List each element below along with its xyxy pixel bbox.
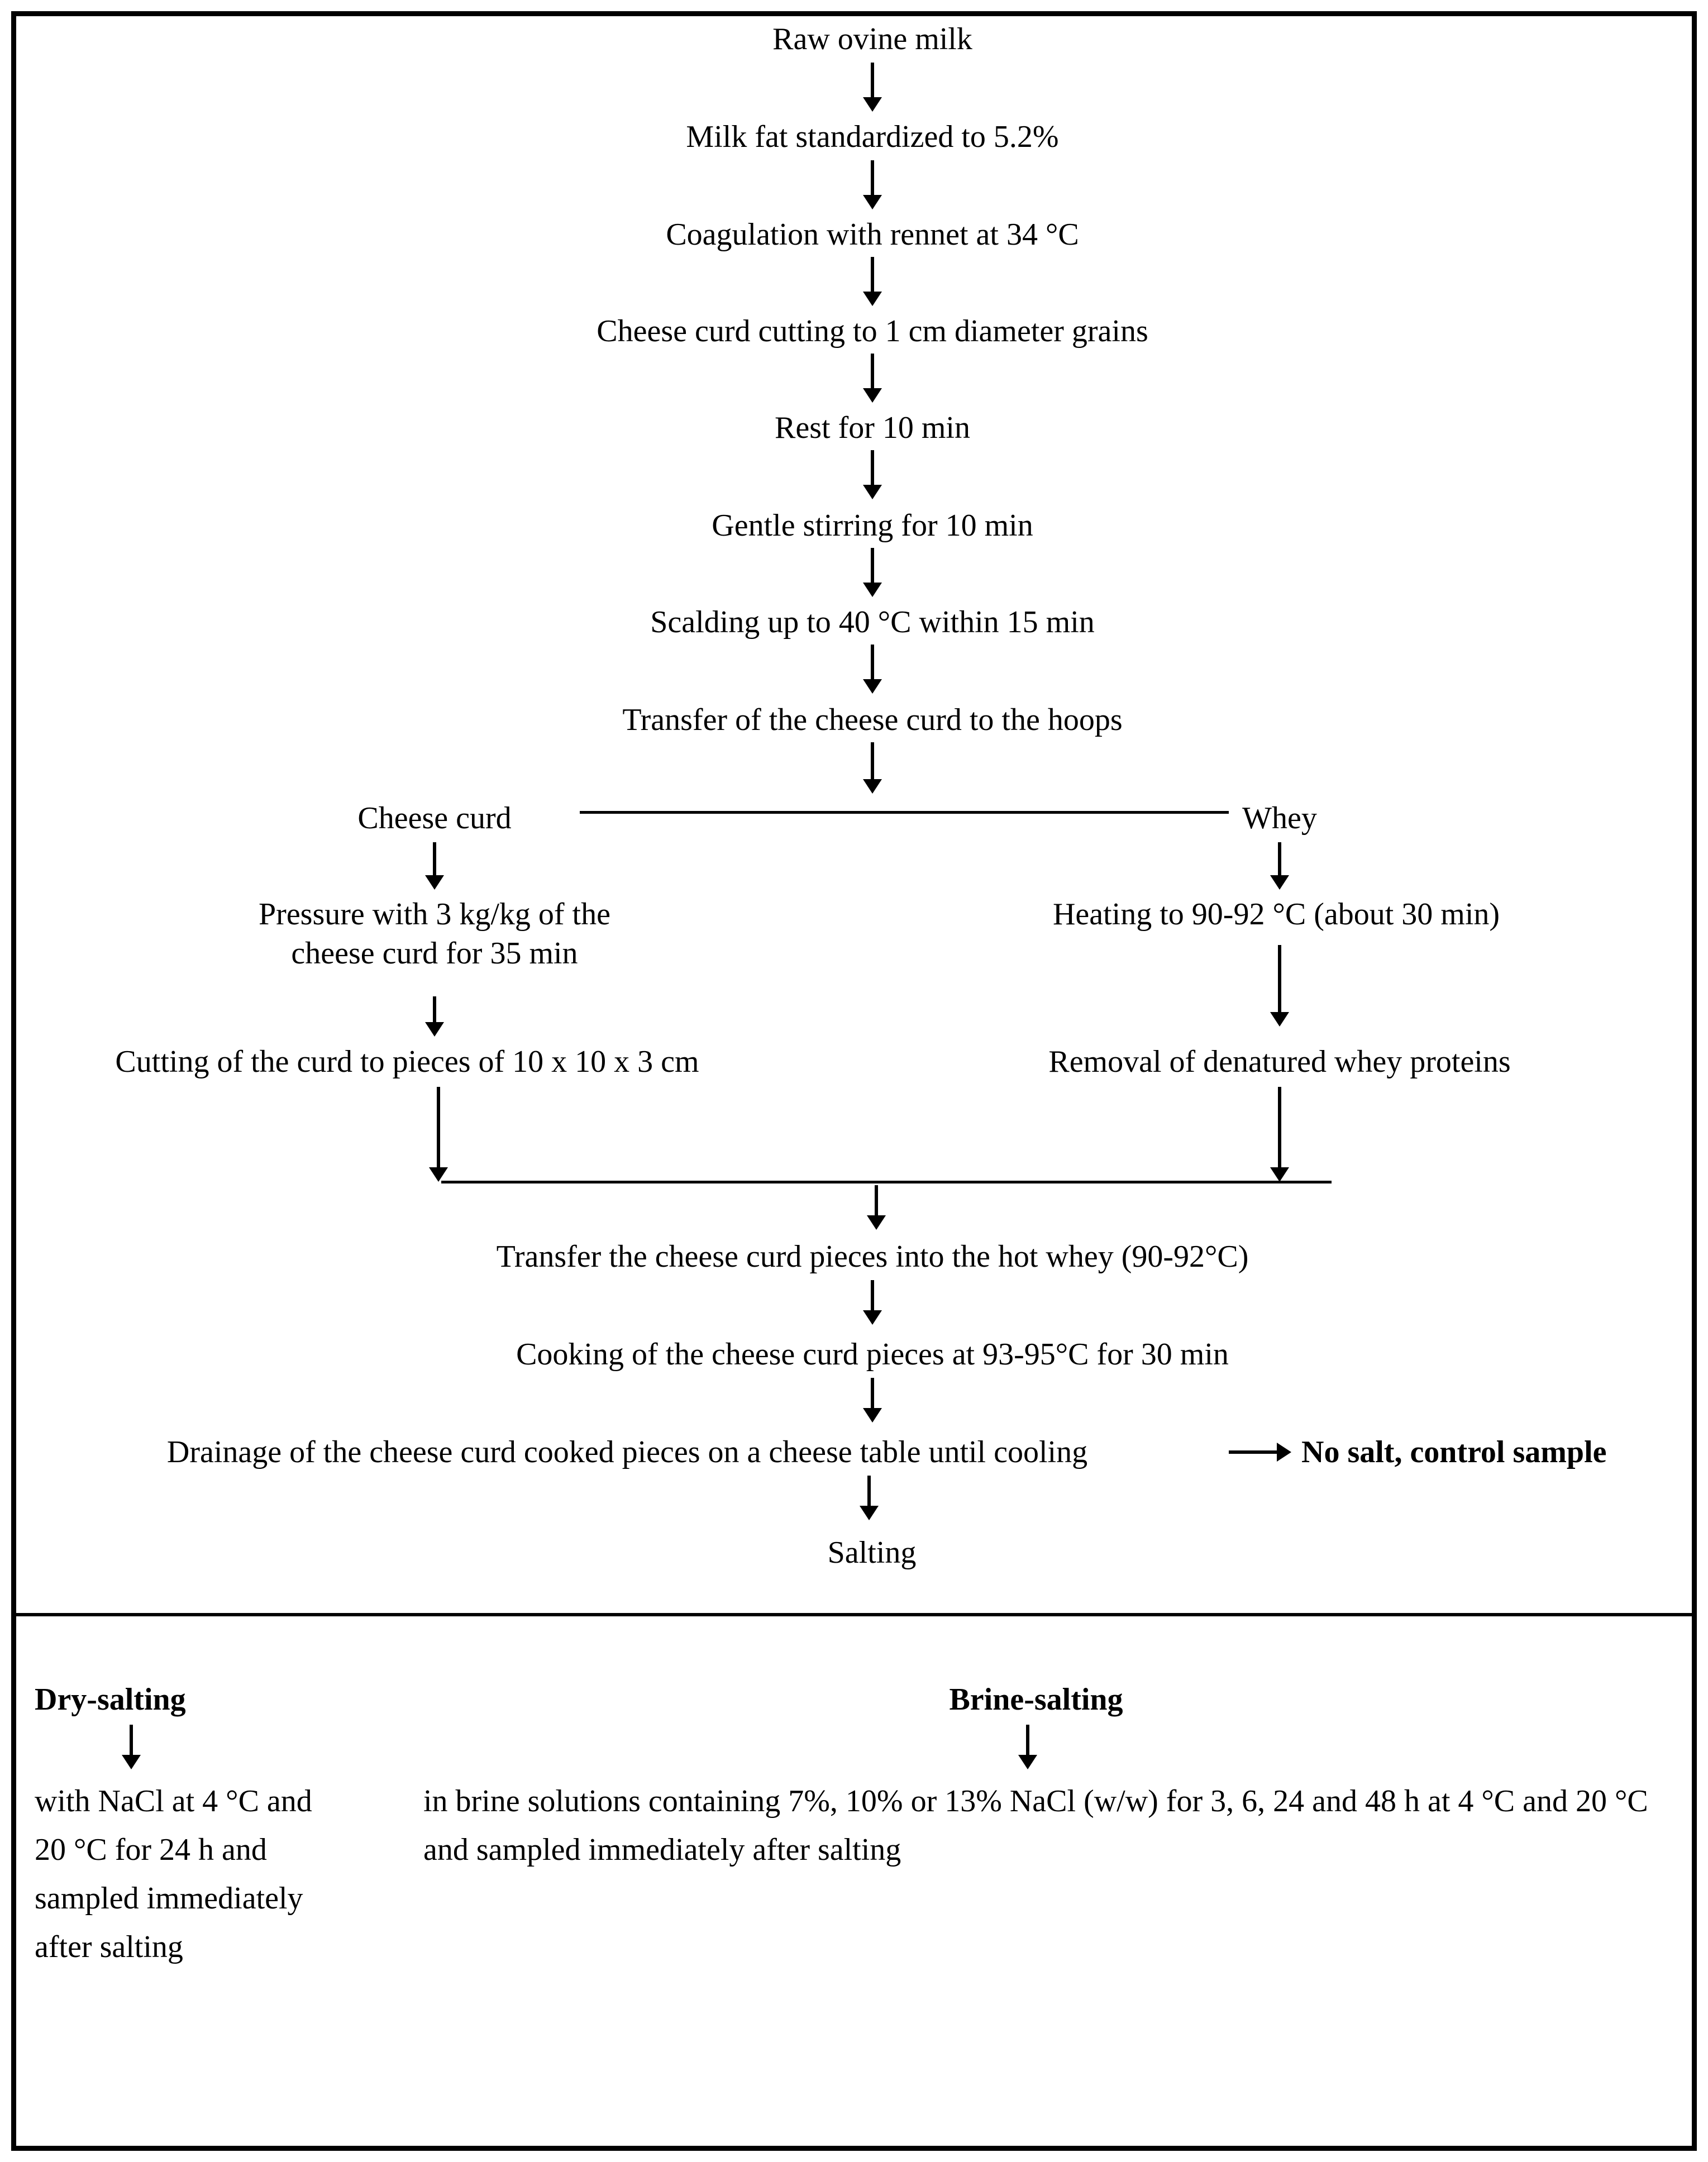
control-sample-note: No salt, control sample: [1301, 1435, 1607, 1469]
branch-label-cheese-curd: Cheese curd: [357, 801, 512, 836]
step-rest: Rest for 10 min: [775, 411, 970, 445]
arrow-down-icon: [863, 257, 882, 306]
dry-salting-title: Dry-salting: [35, 1682, 186, 1717]
step-cutting-pieces: Cutting of the curd to pieces of 10 x 10 x 3 cm: [115, 1044, 699, 1079]
arrow-down-icon: [122, 1725, 141, 1769]
dry-salting-description: with NaCl at 4 °C and 20 °C for 24 h and sampled immediately after salting: [35, 1784, 312, 1964]
arrow-down-icon: [863, 160, 882, 209]
arrow-down-icon: [863, 354, 882, 403]
step-heating-whey: Heating to 90-92 °C (about 30 min): [1052, 897, 1500, 932]
arrow-down-icon: [863, 63, 882, 112]
branch-label-whey: Whey: [1242, 801, 1317, 836]
arrow-down-icon: [1270, 945, 1289, 1027]
step-coagulation: Coagulation with rennet at 34 °C: [666, 217, 1079, 252]
step-transfer-hot-whey: Transfer the cheese curd pieces into the hot whey (90-92°C): [496, 1239, 1249, 1274]
step-removal-whey-proteins: Removal of denatured whey proteins: [1048, 1044, 1511, 1079]
arrow-down-icon: [1018, 1725, 1037, 1769]
step-pressure: Pressure with 3 kg/kg of the cheese curd for 35 min: [259, 897, 610, 971]
arrow-down-icon: [860, 1476, 879, 1520]
arrow-down-icon: [863, 645, 882, 694]
step-gentle-stirring: Gentle stirring for 10 min: [712, 508, 1033, 543]
brine-salting-title: Brine-salting: [949, 1682, 1123, 1717]
arrow-down-icon: [425, 842, 444, 890]
arrow-down-icon: [425, 996, 444, 1037]
section-divider-line: [16, 1613, 1692, 1616]
arrow-down-icon: [1270, 842, 1289, 890]
step-drainage: Drainage of the cheese curd cooked pieces on a cheese table until cooling: [166, 1435, 1088, 1469]
arrow-down-icon: [863, 1280, 882, 1325]
step-transfer-to-hoops: Transfer of the cheese curd to the hoops: [622, 703, 1123, 737]
arrow-down-icon: [863, 548, 882, 597]
arrow-down-icon: [429, 1087, 448, 1182]
step-curd-cutting: Cheese curd cutting to 1 cm diameter grains: [597, 314, 1148, 349]
step-salting: Salting: [827, 1535, 917, 1570]
arrow-down-icon: [863, 450, 882, 499]
step-cooking: Cooking of the cheese curd pieces at 93-95°C for 30 min: [516, 1337, 1229, 1372]
arrow-right-icon: [1229, 1443, 1291, 1462]
arrow-down-icon: [863, 1378, 882, 1423]
branch-split-line: [580, 811, 1229, 814]
arrow-down-icon: [867, 1185, 886, 1230]
branch-merge-line: [441, 1181, 1332, 1183]
brine-salting-description: in brine solutions containing 7%, 10% or 13% NaCl (w/w) for 3, 6, 24 and 48 h at 4 °C and 20 °C and sampled immediately after salting: [423, 1784, 1648, 1867]
arrow-down-icon: [1270, 1087, 1289, 1182]
arrow-down-icon: [863, 742, 882, 794]
step-raw-ovine-milk: Raw ovine milk: [772, 22, 972, 56]
step-scalding: Scalding up to 40 °C within 15 min: [650, 605, 1095, 639]
step-milk-fat-standardized: Milk fat standardized to 5.2%: [686, 120, 1059, 154]
